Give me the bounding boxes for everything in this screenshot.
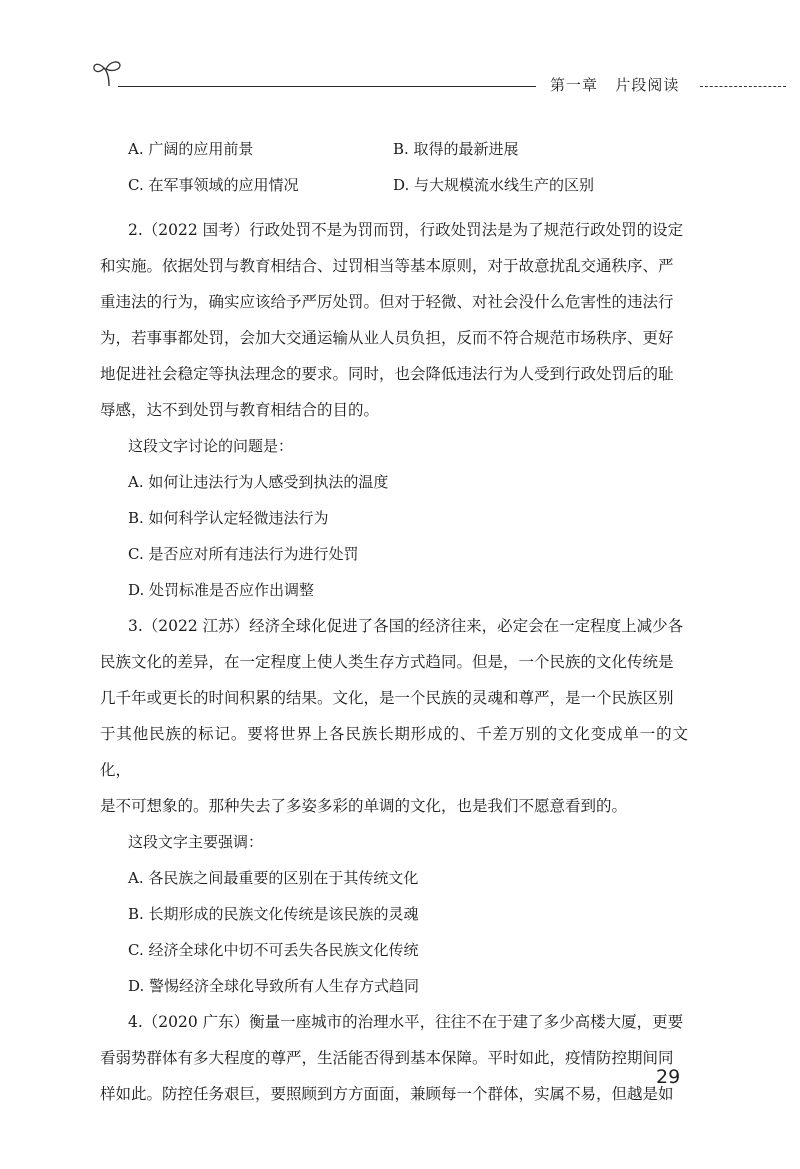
q4-line: 看弱势群体有多大程度的尊严，生活能否得到基本保障。平时如此，疫情防控期间同	[100, 1049, 674, 1067]
option-b: B. 取得的最新进展	[393, 140, 519, 158]
question-2	[100, 212, 688, 608]
q2-line: 和实施。依据处罚与教育相结合、过罚相当等基本原则，对于故意扰乱交通秩序、严	[100, 257, 674, 275]
q2-option-d: D. 处罚标准是否应作出调整	[128, 581, 315, 599]
q3-line: 几千年或更长的时间积累的结果。文化，是一个民族的灵魂和尊严，是一个民族区别	[100, 689, 674, 707]
section-label: 片段阅读	[615, 76, 680, 94]
q1-options-row-1	[128, 140, 688, 176]
q3-line: 于其他民族的标记。要将世界上各民族长期形成的、千差万别的文化变成单一的文化，	[100, 725, 688, 779]
page-body	[100, 140, 688, 1112]
header-title	[550, 74, 679, 95]
q2-option-b: B. 如何科学认定轻微违法行为	[128, 509, 329, 527]
question-4	[100, 1004, 688, 1112]
q4-line: 样如此。防控任务艰巨，要照顾到方方面面，兼顾每一个群体，实属不易，但越是如	[100, 1085, 674, 1103]
option-c: C. 在军事领域的应用情况	[128, 176, 299, 194]
q2-line: 辱感，达不到处罚与教育相结合的目的。	[100, 401, 380, 419]
option-a: A. 广阔的应用前景	[128, 140, 254, 158]
q3-option-d: D. 警惕经济全球化导致所有人生存方式趋同	[128, 977, 420, 995]
q2-question: 这段文字讨论的问题是：	[128, 437, 294, 455]
q2-line: 2.（2022 国考）行政处罚不是为罚而罚，行政处罚法是为了规范行政处罚的设定	[128, 221, 684, 239]
q3-line: 是不可想象的。那种失去了多姿多彩的单调的文化，也是我们不愿意看到的。	[100, 797, 628, 815]
q1-options-row-2	[128, 176, 688, 212]
chapter-label: 第一章	[550, 76, 599, 94]
q2-line: 地促进社会稳定等执法理念的要求。同时，也会降低违法行为人受到行政处罚后的耻	[100, 365, 674, 383]
q3-option-c: C. 经济全球化中切不可丢失各民族文化传统	[128, 941, 419, 959]
question-3	[100, 608, 688, 1004]
q2-option-c: C. 是否应对所有违法行为进行处罚	[128, 545, 359, 563]
q4-line: 4.（2020 广东）衡量一座城市的治理水平，往往不在于建了多少高楼大厦，更要	[128, 1013, 684, 1031]
q3-line: 民族文化的差异，在一定程度上使人类生存方式趋同。但是，一个民族的文化传统是	[100, 653, 674, 671]
q3-question: 这段文字主要强调：	[128, 833, 264, 851]
q3-line: 3.（2022 江苏）经济全球化促进了各国的经济往来，必定会在一定程度上减少各	[128, 617, 684, 635]
q2-line: 为，若事事都处罚，会加大交通运输从业人员负担，反而不符合规范市场秩序、更好	[100, 329, 674, 347]
header-dash-rule	[700, 86, 786, 87]
option-d: D. 与大规模流水线生产的区别	[393, 176, 595, 194]
sprout-icon	[92, 58, 126, 88]
page-number: 29	[656, 1066, 681, 1088]
q2-line: 重违法的行为，确实应该给予严厉处罚。但对于轻微、对社会没什么危害性的违法行	[100, 293, 674, 311]
q3-option-b: B. 长期形成的民族文化传统是该民族的灵魂	[128, 905, 419, 923]
q3-option-a: A. 各民族之间最重要的区别在于其传统文化	[128, 869, 419, 887]
running-header	[0, 0, 800, 110]
header-rule	[118, 86, 536, 87]
q2-option-a: A. 如何让违法行为人感受到执法的温度	[128, 473, 389, 491]
